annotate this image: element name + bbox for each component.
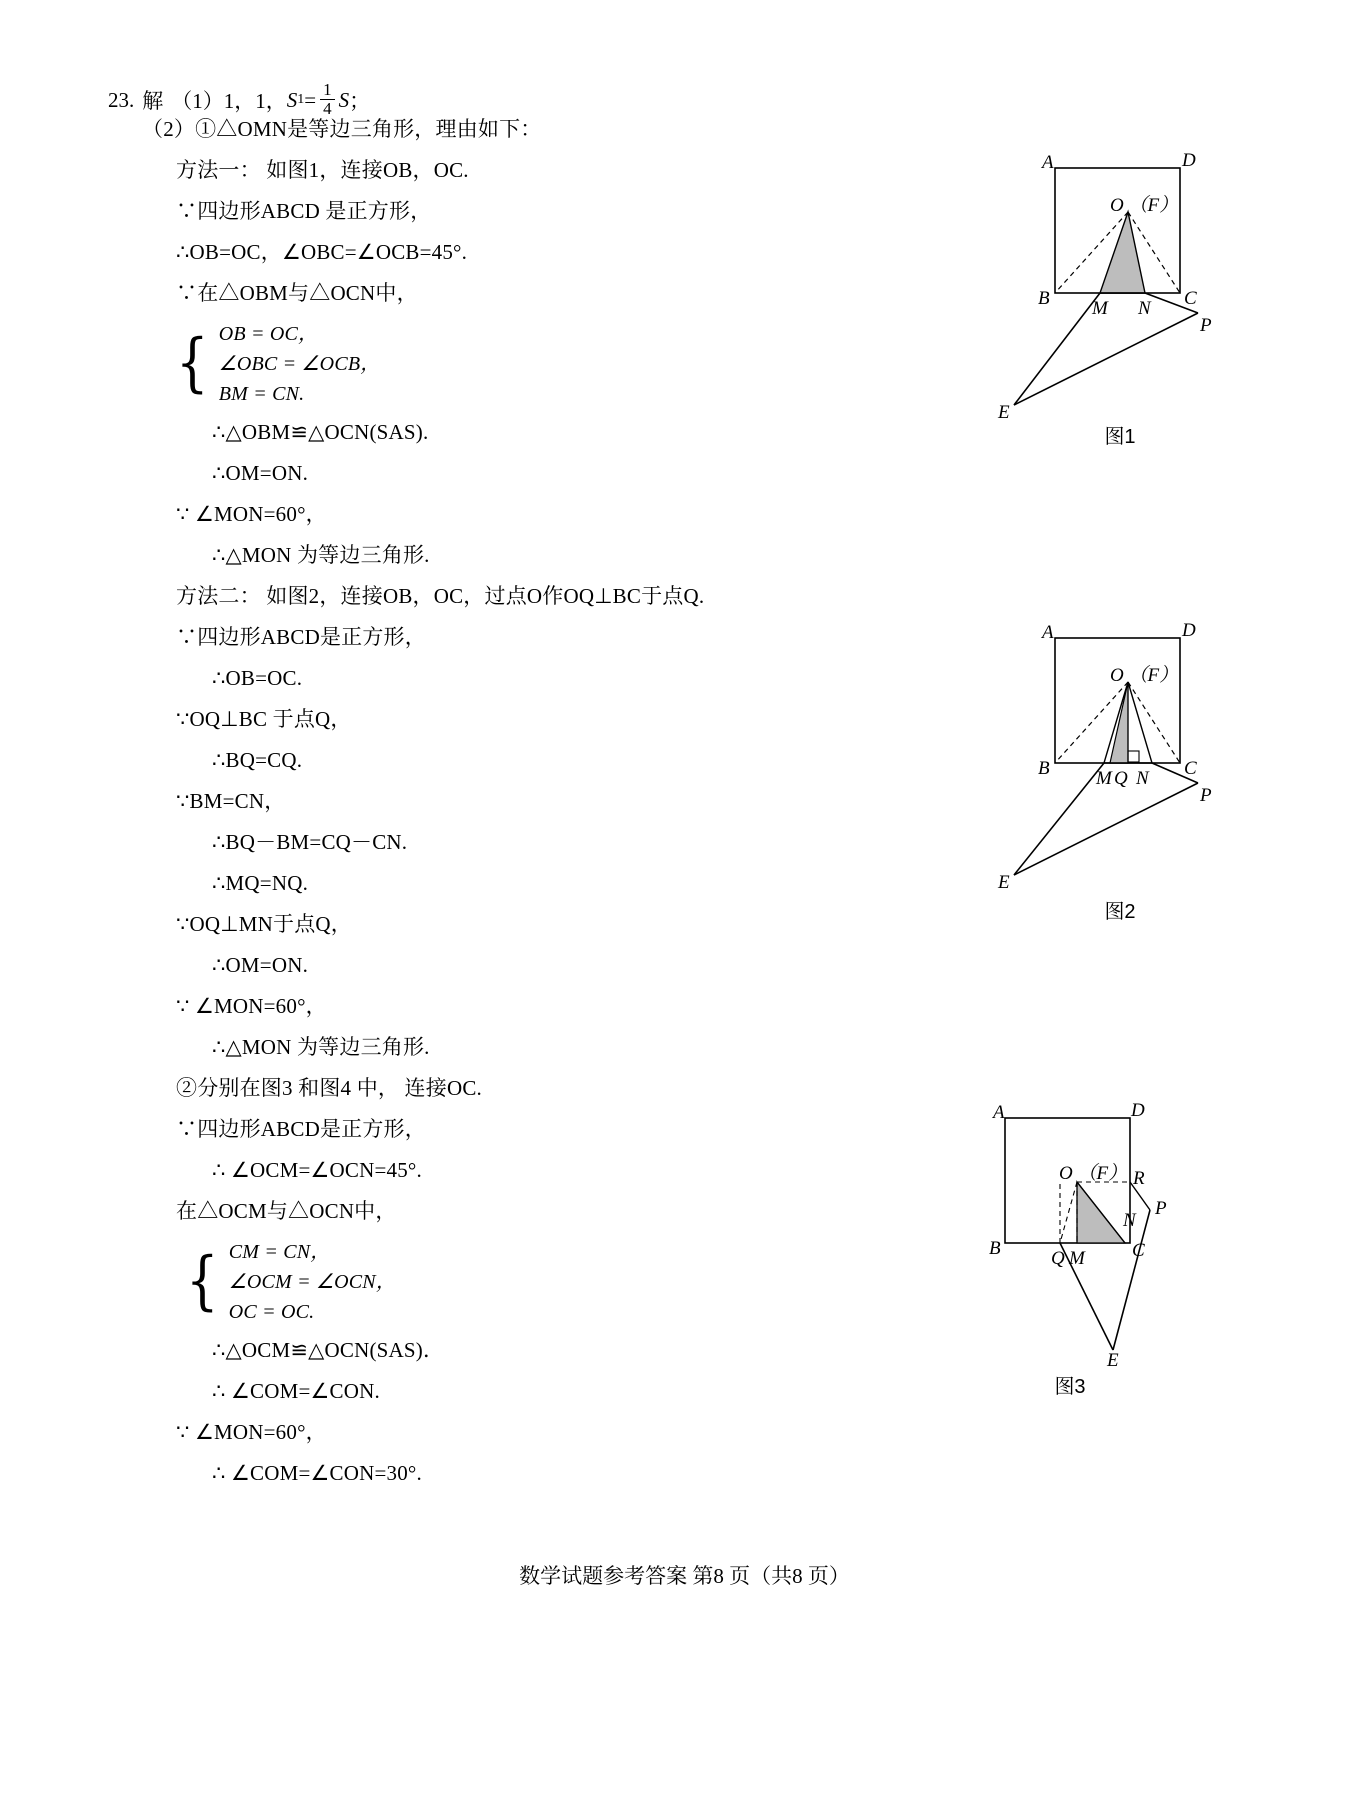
figure-1-label-A: A xyxy=(1042,152,1054,173)
figure-3-caption: 图3 xyxy=(1054,1376,1086,1398)
line-om-on-2: ∴OM=ON. xyxy=(212,952,309,977)
figure-3-label-C: C xyxy=(1132,1240,1145,1261)
line-in-triangles-ocm-ocn: 在△OCM与△OCN中， xyxy=(176,1198,397,1223)
figure-1-label-P: P xyxy=(1200,315,1212,336)
line-congruent-obm-ocn: ∴△OBM≌△OCN(SAS). xyxy=(212,419,429,444)
figure-3-label-B: B xyxy=(989,1238,1001,1259)
figure-1-label-O: O （F） xyxy=(1110,195,1179,216)
brace1-line-1: OB = OC， xyxy=(218,322,319,345)
line-square-abcd-1: ∵四边形ABCD 是正方形， xyxy=(176,198,432,223)
line-bq-bm-cq-cn: ∴BQ－BM=CQ－CN. xyxy=(212,829,408,854)
line-mon-60-1: ∵ ∠MON=60°， xyxy=(176,501,327,526)
figure-2-label-O: O （F） xyxy=(1110,665,1179,686)
figure-1 xyxy=(1000,150,1270,480)
line-bm-cn: ∵BM=CN， xyxy=(176,788,286,813)
figure-2-caption: 图2 xyxy=(1104,901,1136,923)
line-mon-60-2: ∵ ∠MON=60°， xyxy=(176,993,327,1018)
line-mon-60-3: ∵ ∠MON=60°， xyxy=(176,1419,327,1444)
problem-number: 23. xyxy=(108,87,135,112)
line-bq-cq: ∴BQ=CQ. xyxy=(212,747,303,772)
part1-semicolon: ； xyxy=(349,89,371,114)
part1-equals: = xyxy=(304,87,317,112)
figure-3-label-O: O （F） xyxy=(1059,1163,1128,1184)
part1-prefix: （1）1，1， xyxy=(171,89,287,114)
line-problem-header xyxy=(108,82,868,119)
figure-2-label-A: A xyxy=(1042,622,1054,643)
part1-s: S xyxy=(338,87,350,112)
figure-1-caption: 图1 xyxy=(1104,426,1136,448)
line-square-abcd-3: ∵四边形ABCD是正方形， xyxy=(176,1116,426,1141)
figure-3-label-Q: Q xyxy=(1051,1248,1065,1269)
figure-3 xyxy=(985,1100,1275,1430)
figure-3-label-N: N xyxy=(1123,1210,1136,1231)
part1-s1-subscript: 1 xyxy=(297,92,305,108)
line-square-abcd-2: ∵四边形ABCD是正方形， xyxy=(176,624,426,649)
fraction-denominator: 4 xyxy=(320,99,335,118)
solution-text-column xyxy=(108,82,868,1504)
brace2-line-3: OC = OC. xyxy=(228,1300,315,1323)
line-part2-2-statement: ②分别在图3 和图4 中， 连接OC. xyxy=(176,1075,482,1100)
line-congruent-ocm-ocn: ∴△OCM≌△OCN(SAS)． xyxy=(212,1337,445,1362)
figure-2-label-P: P xyxy=(1200,785,1212,806)
line-mon-equilateral-2: ∴△MON 为等边三角形. xyxy=(212,1034,430,1059)
line-ob-oc-angles: ∴OB=OC，∠OBC=∠OCB=45°. xyxy=(176,239,468,264)
brace2-line-2: ∠OCM = ∠OCN， xyxy=(228,1270,397,1293)
brace1-line-3: BM = CN. xyxy=(218,382,305,405)
line-method-one: 方法一： 如图1，连接OB，OC. xyxy=(176,157,469,182)
line-oq-perp-mn: ∵OQ⊥MN于点Q， xyxy=(176,911,352,936)
fraction-numerator: 1 xyxy=(323,80,332,99)
figure-1-label-E: E xyxy=(998,402,1010,423)
figure-2-label-M: M xyxy=(1096,768,1112,789)
figure-1-label-D: D xyxy=(1182,150,1196,171)
figure-3-label-D: D xyxy=(1131,1100,1145,1121)
line-ob-oc: ∴OB=OC. xyxy=(212,665,303,690)
answer-label: 解 xyxy=(142,89,164,114)
line-2-1-statement: （2）①△OMN是等边三角形，理由如下： xyxy=(142,116,542,141)
figure-3-label-R: R xyxy=(1133,1168,1145,1189)
figure-3-label-E: E xyxy=(1107,1350,1119,1371)
figure-2-label-B: B xyxy=(1038,758,1050,779)
part1-s1: S xyxy=(286,87,298,112)
line-com-con-30: ∴ ∠COM=∠CON=30°. xyxy=(212,1460,422,1485)
left-brace-icon-2: { xyxy=(186,1244,219,1319)
figure-2 xyxy=(1000,620,1270,950)
brace-lines-1 xyxy=(217,324,381,404)
figure-2-label-N: N xyxy=(1136,768,1149,789)
figure-3-label-A: A xyxy=(993,1102,1005,1123)
figure-1-label-C: C xyxy=(1184,288,1197,309)
figure-1-label-M: M xyxy=(1092,298,1108,319)
figure-1-label-N: N xyxy=(1138,298,1151,319)
line-om-on-1: ∴OM=ON. xyxy=(212,460,309,485)
fraction-one-quarter xyxy=(320,81,335,118)
line-mq-nq: ∴MQ=NQ. xyxy=(212,870,309,895)
line-angle-ocm-ocn: ∴ ∠OCM=∠OCN=45°. xyxy=(212,1157,422,1182)
figure-2-label-C: C xyxy=(1184,758,1197,779)
figure-2-label-Q: Q xyxy=(1114,768,1128,789)
brace-group-congruence-2 xyxy=(108,1242,868,1322)
brace-group-congruence-1 xyxy=(108,324,868,404)
figure-2-label-D: D xyxy=(1182,620,1196,641)
figure-3-label-M: M xyxy=(1069,1248,1085,1269)
line-method-two: 方法二： 如图2，连接OB，OC，过点O作OQ⊥BC于点Q. xyxy=(176,583,705,608)
figure-3-drawing xyxy=(985,1100,1275,1400)
line-oq-perp-bc: ∵OQ⊥BC 于点Q， xyxy=(176,706,352,731)
figure-3-label-P: P xyxy=(1155,1198,1167,1219)
line-mon-equilateral-1: ∴△MON 为等边三角形. xyxy=(212,542,430,567)
brace1-line-2: ∠OBC = ∠OCB， xyxy=(218,352,381,375)
page-footer: 数学试题参考答案 第8 页（共8 页） xyxy=(519,1564,850,1588)
figure-1-label-B: B xyxy=(1038,288,1050,309)
left-brace-icon: { xyxy=(176,326,209,401)
figure-2-label-E: E xyxy=(998,872,1010,893)
brace-lines-2 xyxy=(227,1242,396,1322)
line-angle-com-con: ∴ ∠COM=∠CON. xyxy=(212,1378,380,1403)
line-in-triangles-obm-ocn: ∵在△OBM与△OCN中， xyxy=(176,280,418,305)
brace2-line-1: CM = CN， xyxy=(228,1240,331,1263)
